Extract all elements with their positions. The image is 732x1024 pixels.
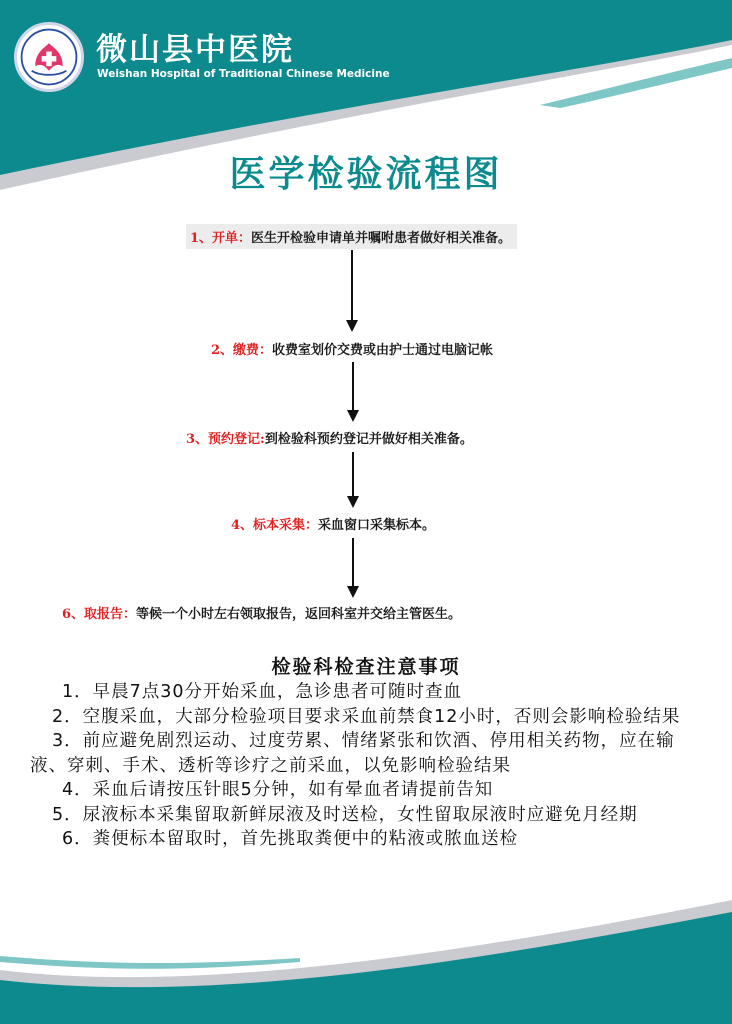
flow-step-key: 1、开单： xyxy=(190,231,252,246)
flow-step-desc: 等候一个小时左右领取报告，返回科室并交给主管医生。 xyxy=(136,607,462,622)
hospital-name: 微山县中医院 xyxy=(96,32,294,68)
hospital-logo xyxy=(14,22,84,92)
flow-arrow xyxy=(346,250,358,332)
flow-step-1 xyxy=(186,224,517,249)
notes-item: 6．粪便标本留取时，首先挑取粪便中的粘液或脓血送检 xyxy=(62,829,519,849)
flow-step-key: 3、预约登记: xyxy=(186,432,265,447)
notes-item: 4．采血后请按压针眼5分钟，如有晕血者请提前告知 xyxy=(62,780,494,800)
flow-step-desc: 采血窗口采集标本。 xyxy=(318,518,436,533)
flow-step-desc: 收费室划价交费或由护士通过电脑记帐 xyxy=(272,343,494,358)
notes-item: 2．空腹采血，大部分检验项目要求采血前禁食12小时，否则会影响检验结果 xyxy=(52,706,681,727)
notes-item: 5．尿液标本采集留取新鲜尿液及时送检，女性留取尿液时应避免月经期 xyxy=(52,804,638,825)
flow-arrow xyxy=(347,362,359,422)
flow-arrow xyxy=(347,538,359,598)
flow-step-4 xyxy=(231,514,435,533)
flow-step-key: 6、取报告： xyxy=(62,607,137,622)
notes-item: 3．前应避免剧烈运动、过度劳累、情绪紧张和饮酒、停用相关药物，应在输液、穿刺、手术、透析等诊疗之前采血，以免影响检验结果 xyxy=(30,731,675,776)
notes-item: 1．早晨7点30分开始采血，急诊患者可随时查血 xyxy=(62,682,463,702)
flow-step-2 xyxy=(211,339,493,358)
flow-step-key: 4、标本采集： xyxy=(231,518,319,533)
flow-step-desc: 医生开检验申请单并嘱咐患者做好相关准备。 xyxy=(251,231,512,246)
notes-title: 检验科检查注意事项 xyxy=(271,656,461,678)
notes-list xyxy=(30,680,710,852)
flow-step-5 xyxy=(62,603,461,622)
flow-step-3 xyxy=(186,428,473,447)
footer-banner xyxy=(0,900,732,1024)
page-title: 医学检验流程图 xyxy=(229,154,503,195)
flow-step-key: 2、缴费： xyxy=(211,343,273,358)
hospital-name-en: Weishan Hospital of Traditional Chinese Medicine xyxy=(97,68,390,80)
flow-step-desc: 到检验科预约登记并做好相关准备。 xyxy=(264,432,473,447)
flow-arrow xyxy=(347,452,359,508)
